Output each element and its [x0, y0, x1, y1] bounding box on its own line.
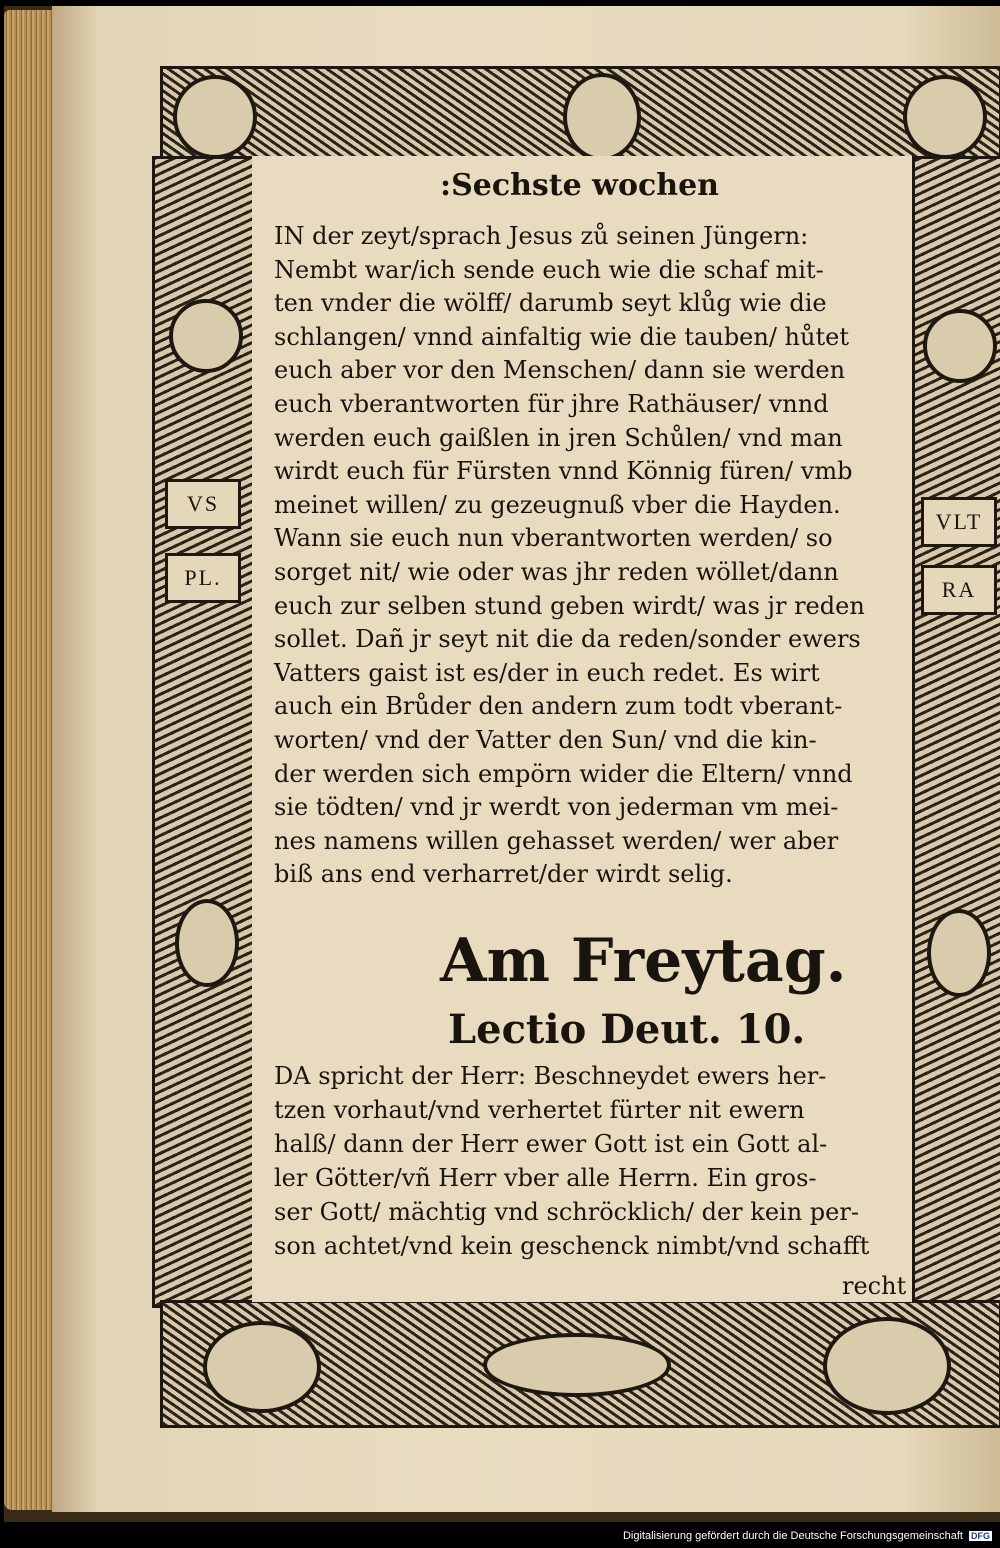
- text-line: Nembt war/ich sende euch wie die schaf mit-: [274, 255, 824, 284]
- text-line: euch vberantworten für jhre Rathäuser/ vnnd: [274, 390, 829, 418]
- text-line: sorget nit/ wie oder was jhr reden wöllet/dann: [274, 558, 839, 586]
- text-line: wirdt euch für Fürsten vnnd Könnig füren/ vmb: [274, 457, 853, 486]
- day-heading: Am Freytag.: [440, 926, 847, 996]
- border-plaque-vlt: VLT: [921, 497, 997, 547]
- text-line: der werden sich empörn wider die Eltern/ vnnd: [274, 759, 853, 788]
- text-line: son achtet/vnd kein geschenck nimbt/vnd schafft: [274, 1232, 870, 1260]
- woodcut-border-top: [160, 66, 1000, 164]
- border-plaque-ra: RA: [921, 565, 997, 615]
- text-line: euch zur selben stund geben wirdt/ was jr reden: [274, 591, 865, 620]
- text-line: DA spricht der Herr: Beschneydet ewers her-: [274, 1062, 827, 1090]
- woodcut-border-right: [912, 156, 1000, 1308]
- text-line: auch ein Brůder den andern zum todt vberant-: [274, 692, 843, 721]
- footer-credit: [623, 1530, 992, 1542]
- text-line: ser Gott/ mächtig vnd schröcklich/ der kein per-: [274, 1198, 859, 1226]
- text-line: IN der zeyt/sprach Jesus zů seinen Jüngern:: [274, 222, 809, 250]
- text-line: Wann sie euch nun vberantworten werden/ so: [274, 524, 833, 553]
- text-line: meinet willen/ zu gezeugnuß vber die Hayden.: [274, 490, 841, 519]
- section-title: :Sechste wochen: [440, 168, 719, 203]
- woodcut-border-left: [152, 156, 258, 1308]
- text-line: ler Götter/vñ Herr vber alle Herrn. Ein gros-: [274, 1164, 817, 1192]
- text-line: halß/ dann der Herr ewer Gott ist ein Gott al-: [274, 1130, 828, 1158]
- text-line: biß ans end verharret/der wirdt selig.: [274, 860, 733, 889]
- text-line: nes namens willen gehasset werden/ wer aber: [274, 826, 839, 855]
- text-line: tzen vorhaut/vnd verhertet fürter nit ewern: [274, 1096, 805, 1124]
- text-line: sollet. Dañ jr seyt nit die da reden/sonder ewers: [274, 625, 861, 654]
- text-line: euch aber vor den Menschen/ dann sie werden: [274, 356, 846, 385]
- catchword: recht: [842, 1272, 907, 1300]
- footer-text: Digitalisierung gefördert durch die Deutsche Forschungsgemeinschaft: [622, 1530, 963, 1542]
- woodcut-border-bottom: [160, 1300, 1000, 1428]
- text-line: Vatters gaist ist es/der in euch redet. Es wirt: [274, 658, 820, 687]
- border-plaque-vs: VS: [165, 479, 241, 529]
- lectio-heading: Lectio Deut. 10.: [448, 1006, 806, 1053]
- text-line: werden euch gaißlen in jren Schůlen/ vnd man: [274, 423, 843, 452]
- text-line: worten/ vnd der Vatter den Sun/ vnd die kin-: [274, 726, 817, 754]
- border-plaque-pl: PL.: [165, 553, 241, 603]
- text-line: sie tödten/ vnd jr werdt von jederman vm mei-: [274, 793, 839, 822]
- text-line: ten vnder die wölff/ darumb seyt klůg wie die: [274, 289, 827, 318]
- text-line: schlangen/ vnnd ainfaltig wie die tauben/ hůtet: [274, 322, 849, 351]
- dfg-logo-icon: DFG: [971, 1531, 990, 1541]
